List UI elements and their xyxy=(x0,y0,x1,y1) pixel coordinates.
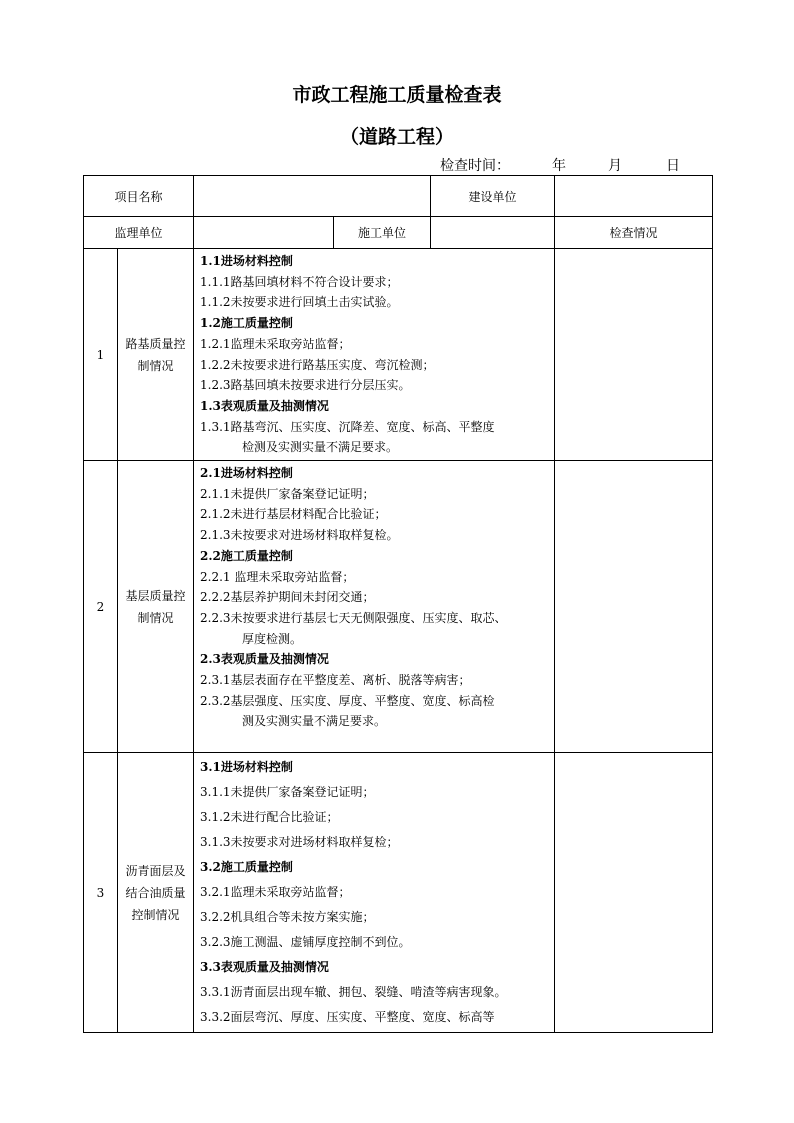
item-heading: 2.3表观质量及抽测情况 xyxy=(200,652,329,667)
inspection-table xyxy=(83,175,713,1033)
item-line-continued: 测及实测实量不满足要求。 xyxy=(242,714,387,729)
check-time-label: 检查时间： xyxy=(440,158,510,174)
item-line: 1.2.1监理未采取旁站监督； xyxy=(200,336,351,351)
inspection-cell[interactable] xyxy=(555,461,713,753)
item-line-continued: 厚度检测。 xyxy=(242,631,303,646)
section-category: 基层质量控制情况 xyxy=(118,461,194,753)
item-heading: 3.1进场材料控制 xyxy=(200,760,293,775)
inspection-cell[interactable] xyxy=(555,249,713,461)
inspection-label: 检查情况 xyxy=(555,217,713,249)
item-line: 1.2.2未按要求进行路基压实度、弯沉检测； xyxy=(200,357,435,372)
item-heading: 2.2施工质量控制 xyxy=(200,548,293,563)
item-heading: 2.1进场材料控制 xyxy=(200,466,293,481)
item-line: 2.1.3未按要求对进场材料取样复检。 xyxy=(200,528,399,543)
item-line-continued: 检测及实测实量不满足要求。 xyxy=(242,440,399,455)
table-row xyxy=(84,249,713,461)
item-heading: 1.1进场材料控制 xyxy=(200,254,293,268)
item-line: 3.3.1沥青面层出现车辙、拥包、裂缝、啃渣等病害现象。 xyxy=(200,985,507,1000)
item-heading: 3.2施工质量控制 xyxy=(200,860,293,875)
item-heading: 1.3表观质量及抽测情况 xyxy=(200,398,329,413)
section-number: 2 xyxy=(84,461,118,753)
item-line: 2.3.2基层强度、压实度、厚度、平整度、宽度、标高检 xyxy=(200,693,495,708)
item-line: 2.2.2基层养护期间未封闭交通； xyxy=(200,590,375,605)
section-items xyxy=(194,461,555,753)
contractor-unit-value[interactable] xyxy=(431,217,555,249)
item-heading: 1.2施工质量控制 xyxy=(200,316,293,331)
page-subtitle: （道路工程） xyxy=(339,126,454,148)
project-name-value[interactable] xyxy=(194,176,431,217)
item-line: 3.1.3未按要求对进场材料取样复检； xyxy=(200,835,399,850)
item-line: 3.2.1监理未采取旁站监督； xyxy=(200,885,351,900)
item-line: 1.3.1路基弯沉、压实度、沉降差、宽度、标高、平整度 xyxy=(200,419,495,434)
check-time-day: 日 xyxy=(666,158,680,174)
item-line: 3.1.2未进行配合比验证； xyxy=(200,810,339,825)
item-line: 3.1.1未提供厂家备案登记证明； xyxy=(200,785,375,800)
supervision-unit-label: 监理单位 xyxy=(84,217,194,249)
table-row xyxy=(84,461,713,753)
item-line: 2.2.3未按要求进行基层七天无侧限强度、压实度、取芯、 xyxy=(200,610,507,625)
item-heading: 3.3表观质量及抽测情况 xyxy=(200,960,329,975)
project-name-label: 项目名称 xyxy=(84,176,194,217)
item-line: 2.1.1未提供厂家备案登记证明； xyxy=(200,486,375,501)
construction-unit-label: 建设单位 xyxy=(431,176,555,217)
section-items xyxy=(194,249,555,461)
construction-unit-value[interactable] xyxy=(555,176,713,217)
section-number: 1 xyxy=(84,249,118,461)
item-line: 1.1.1路基回填材料不符合设计要求； xyxy=(200,274,399,289)
check-time-year: 年 xyxy=(552,158,566,174)
section-category: 路基质量控制情况 xyxy=(118,249,194,461)
check-time-month: 月 xyxy=(608,158,622,174)
section-category: 沥青面层及结合油质量控制情况 xyxy=(118,753,194,1033)
item-line: 3.3.2面层弯沉、厚度、压实度、平整度、宽度、标高等 xyxy=(200,1010,495,1025)
item-line: 2.1.2未进行基层材料配合比验证； xyxy=(200,507,387,522)
item-line: 3.2.2机具组合等未按方案实施； xyxy=(200,910,375,925)
item-line: 1.2.3路基回填未按要求进行分层压实。 xyxy=(200,378,411,393)
item-line: 2.3.1基层表面存在平整度差、离析、脱落等病害； xyxy=(200,673,471,688)
item-line: 2.2.1 监理未采取旁站监督； xyxy=(200,569,355,584)
table-row xyxy=(84,753,713,1033)
page-title: 市政工程施工质量检查表 xyxy=(292,84,502,106)
item-line: 1.1.2未按要求进行回填土击实试验。 xyxy=(200,295,399,310)
contractor-unit-label: 施工单位 xyxy=(334,217,431,249)
item-line: 3.2.3施工测温、虚铺厚度控制不到位。 xyxy=(200,935,411,950)
section-items xyxy=(194,753,555,1033)
section-number: 3 xyxy=(84,753,118,1033)
inspection-cell[interactable] xyxy=(555,753,713,1033)
supervision-unit-value[interactable] xyxy=(194,217,334,249)
